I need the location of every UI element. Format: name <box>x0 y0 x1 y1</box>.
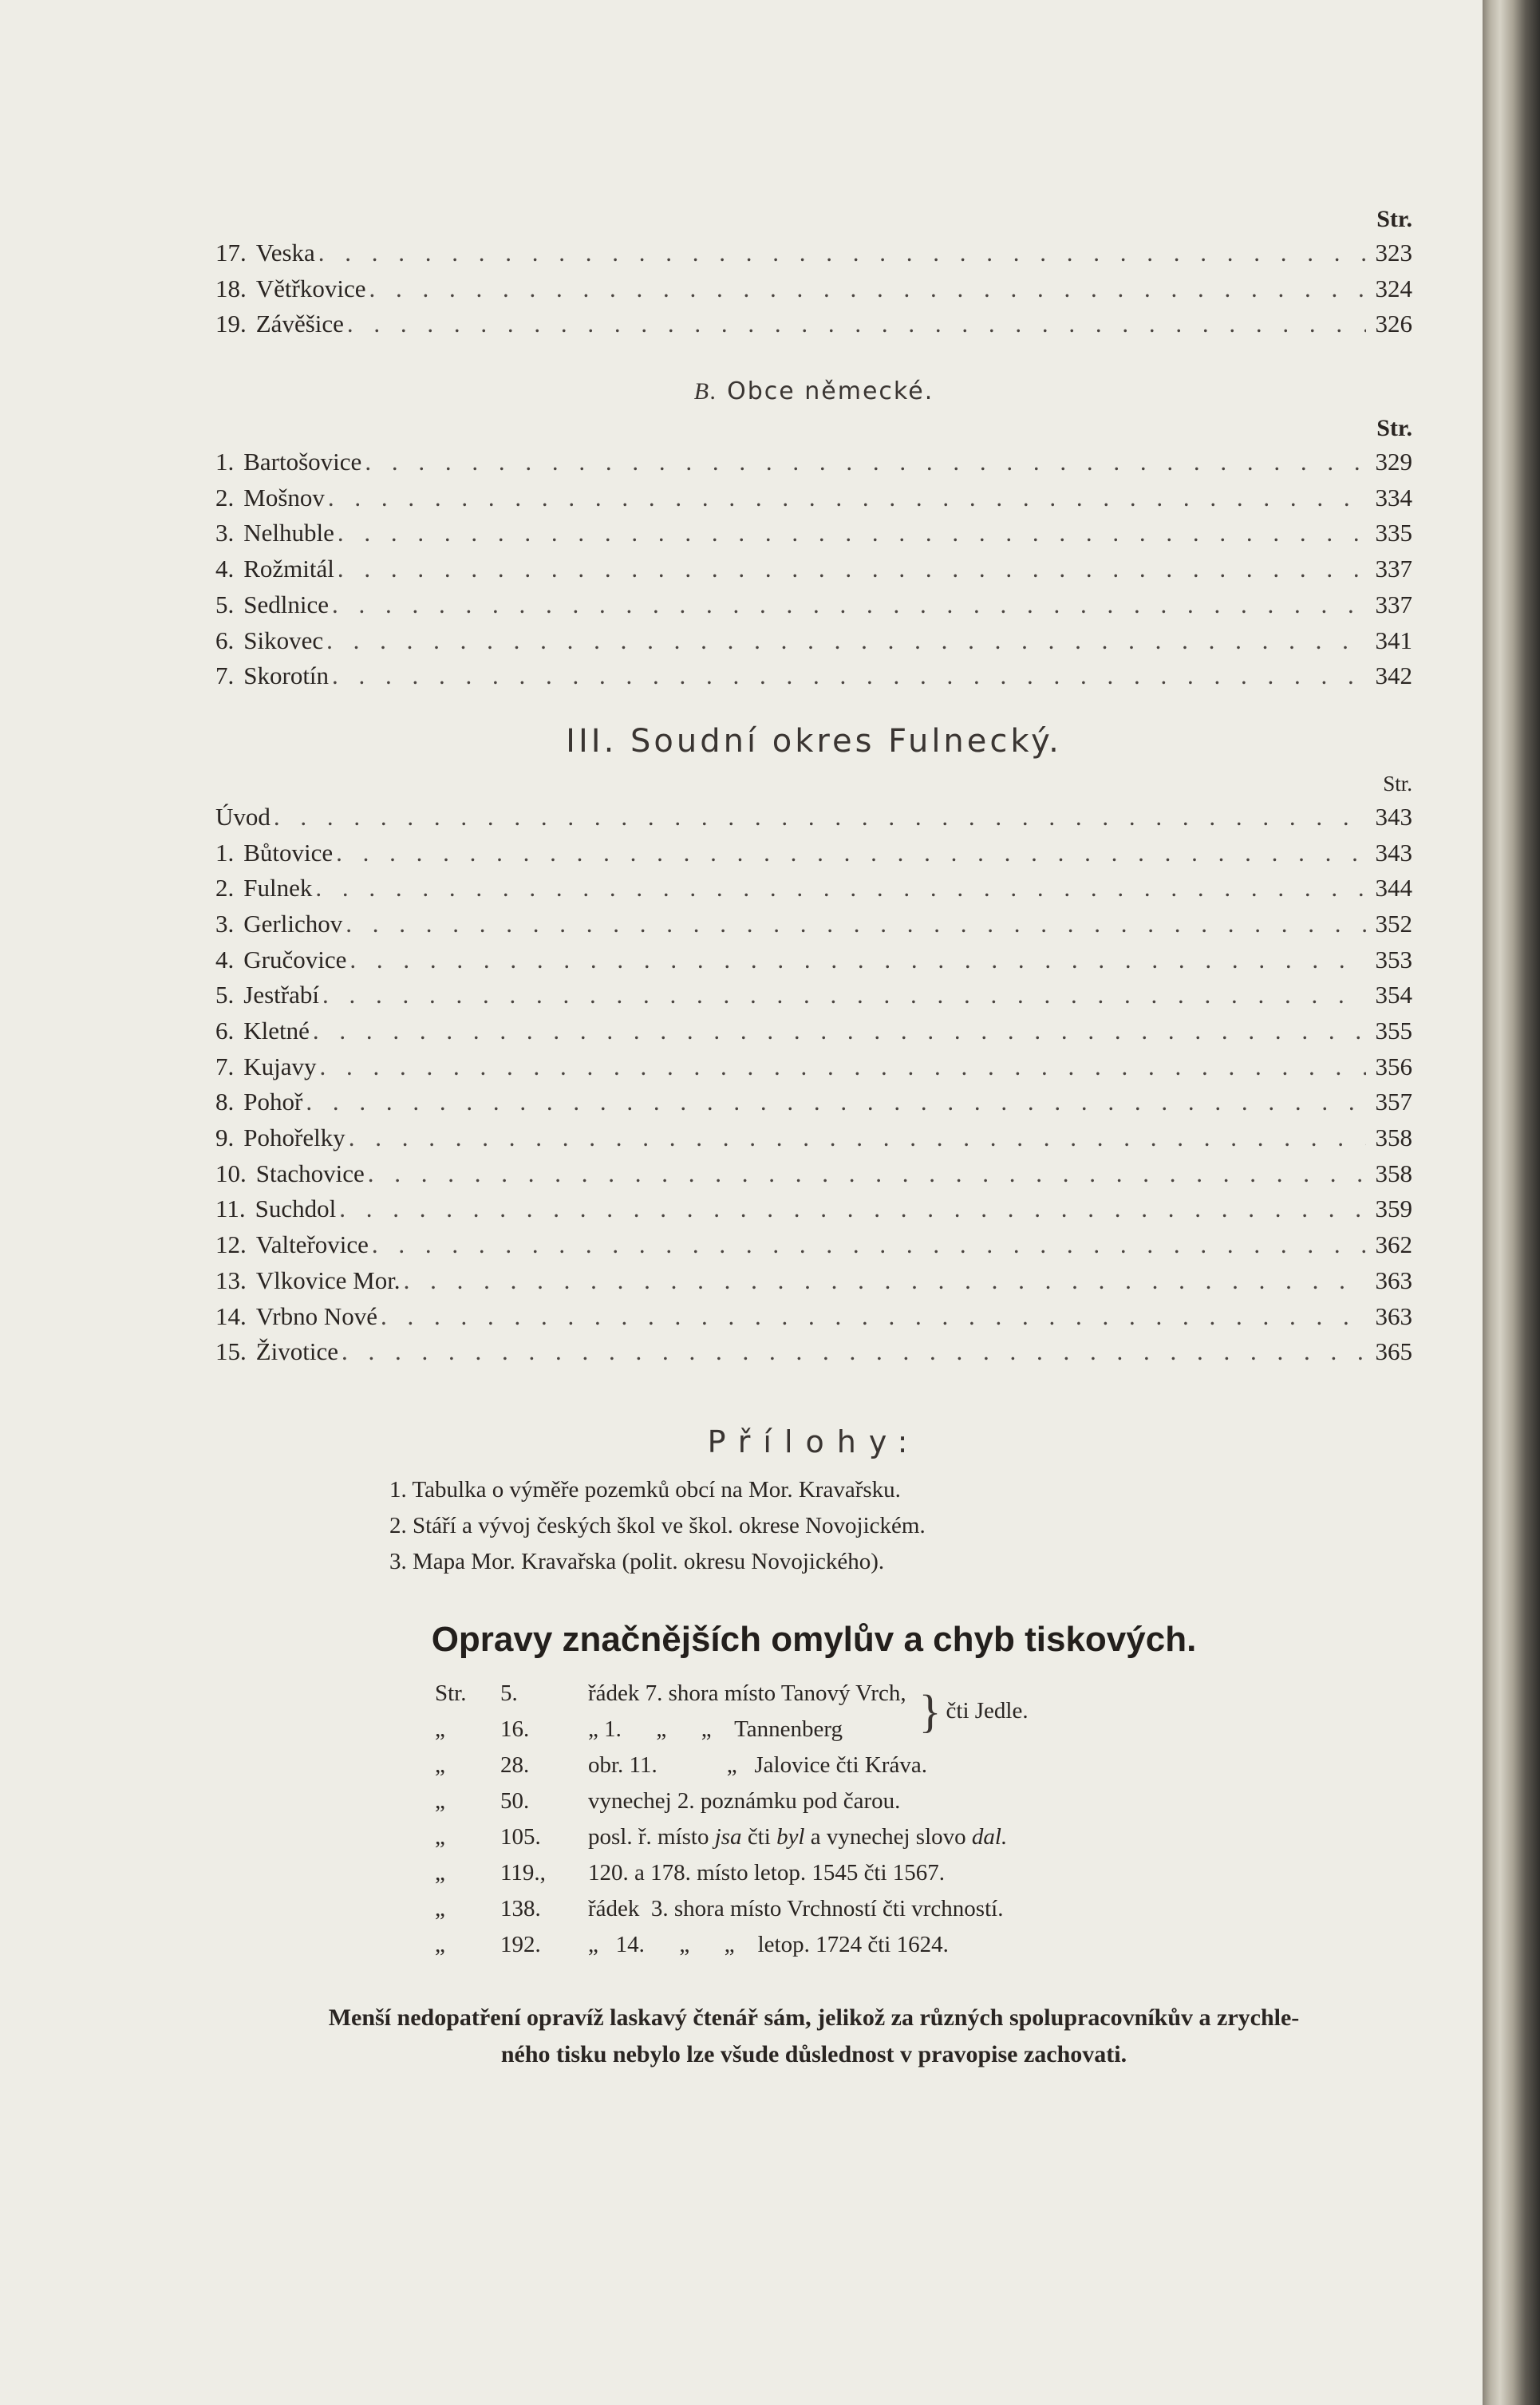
toc-entry <box>215 551 1412 587</box>
errata-italic-word: dal. <box>971 1823 1008 1850</box>
entry-name: Valteřovice <box>255 1230 369 1259</box>
entry-page: 344 <box>1375 874 1412 902</box>
entry-name: Gručovice <box>243 945 347 973</box>
entry-number: 1. <box>215 448 235 476</box>
str-label-b: Str. <box>1376 415 1412 442</box>
entry-number: 6. <box>215 626 235 654</box>
leader-dots <box>365 444 1366 480</box>
entry-number: 10. <box>215 1159 247 1187</box>
entry-page: 326 <box>1375 310 1412 338</box>
entry-name: Větřkovice <box>255 274 366 302</box>
entry-page: 337 <box>1375 555 1412 583</box>
leader-dots <box>306 1084 1366 1120</box>
entry-name: Fulnek <box>243 874 313 902</box>
entry-number: 2. <box>215 483 235 511</box>
leader-dots <box>338 551 1366 586</box>
errata-page: 138. <box>500 1895 541 1921</box>
errata-text: „ 14. „ „ letop. 1724 čti 1624. <box>588 1931 949 1957</box>
attachment-item: 3. Mapa Mor. Kravařska (polit. okresu Novojického). <box>389 1548 885 1574</box>
section-b-title: Obce německé. <box>727 377 934 406</box>
errata-col1: „ <box>435 1716 445 1742</box>
errata-row <box>435 1819 1412 1855</box>
leader-dots <box>346 906 1366 942</box>
toc-entry <box>215 515 1412 551</box>
errata-page: 105. <box>500 1823 541 1850</box>
entry-number: 5. <box>215 590 235 618</box>
errata-row <box>435 1676 906 1712</box>
errata-text-part: posl. ř. místo <box>588 1823 715 1850</box>
entry-name: Gerlichov <box>243 909 343 938</box>
entry-name: Bůtovice <box>243 838 334 867</box>
errata-page: 50. <box>500 1787 530 1814</box>
attachment-item: 2. Stáří a vývoj českých škol ve škol. okrese Novojickém. <box>389 1512 926 1538</box>
leader-dots <box>368 1156 1366 1191</box>
errata-text-part: a vynechej slovo <box>804 1823 972 1850</box>
entry-number: 19. <box>215 310 247 338</box>
leader-dots <box>372 1227 1366 1262</box>
errata-italic-word: jsa <box>714 1823 742 1850</box>
leader-dots <box>349 1120 1366 1155</box>
errata-text-part: čti <box>741 1823 777 1850</box>
toc-entry <box>215 306 1412 342</box>
entry-number: 6. <box>215 1017 235 1045</box>
leader-dots <box>274 800 1366 835</box>
entry-name: Skorotín <box>243 661 330 690</box>
entry-page: 352 <box>1375 909 1412 938</box>
errata-list <box>435 1676 1412 1963</box>
errata-text <box>588 1819 1007 1855</box>
errata-row <box>435 1927 1412 1963</box>
entry-number: 11. <box>215 1195 246 1223</box>
toc-entry-intro <box>215 800 1412 835</box>
section-b-letter: B. <box>693 378 718 405</box>
errata-col1: „ <box>435 1823 445 1850</box>
toc-entry <box>215 623 1412 659</box>
entry-number: 7. <box>215 661 235 690</box>
section-b-heading <box>215 377 1412 413</box>
entry-page: 365 <box>1375 1337 1412 1366</box>
toc-list-top <box>215 235 1412 342</box>
entry-name: Rožmitál <box>243 555 334 583</box>
errata-brace-rows <box>435 1676 906 1747</box>
toc-entry <box>215 1227 1412 1263</box>
toc-entry <box>215 587 1412 623</box>
errata-col1: „ <box>435 1895 445 1921</box>
toc-entry <box>215 1084 1412 1120</box>
toc-entry <box>215 1334 1412 1370</box>
leader-dots <box>320 1049 1366 1084</box>
entry-number: 7. <box>215 1052 235 1080</box>
entry-number: 3. <box>215 909 235 938</box>
entry-number: 3. <box>215 519 235 547</box>
entry-number: 15. <box>215 1337 247 1366</box>
entry-number: 12. <box>215 1230 247 1259</box>
leader-dots <box>336 835 1366 871</box>
prilohy-heading: Přílohy: <box>707 1424 921 1459</box>
toc-entry <box>215 977 1412 1013</box>
errata-text: vynechej 2. poznámku pod čarou. <box>588 1787 901 1814</box>
entry-name: Vlkovice Mor. <box>255 1266 401 1294</box>
errata-brace-correction: čti Jedle. <box>946 1698 1029 1724</box>
toc-entry <box>215 942 1412 978</box>
entry-name: Vrbno Nové <box>255 1301 377 1330</box>
entry-name: Stachovice <box>255 1159 365 1187</box>
entry-name: Úvod <box>215 802 270 831</box>
errata-page: 192. <box>500 1931 541 1957</box>
toc-entry <box>215 271 1412 307</box>
toc-entry <box>215 1049 1412 1085</box>
entry-name: Mošnov <box>243 483 325 511</box>
errata-text: obr. 11. „ Jalovice čti Kráva. <box>588 1751 927 1778</box>
toc-entry <box>215 444 1412 480</box>
errata-heading: Opravy značnějších omylův a chyb tiskových. <box>431 1619 1197 1659</box>
entry-number: 5. <box>215 981 235 1009</box>
leader-dots <box>338 515 1366 551</box>
reader-note <box>215 2000 1412 2073</box>
errata-row <box>435 1712 906 1747</box>
leader-dots <box>349 942 1366 977</box>
entry-page: 323 <box>1375 239 1412 267</box>
leader-dots <box>315 871 1366 906</box>
toc-entry <box>215 235 1412 271</box>
entry-name: Suchdol <box>255 1195 337 1223</box>
entry-name: Kletné <box>243 1017 310 1045</box>
entry-number: 2. <box>215 874 235 902</box>
toc-entry <box>215 906 1412 942</box>
attachment-item: 1. Tabulka o výměře pozemků obcí na Mor. Kravařsku. <box>389 1476 901 1503</box>
errata-row <box>435 1891 1412 1927</box>
errata-col1: „ <box>435 1751 445 1778</box>
toc-entry <box>215 835 1412 871</box>
errata-row <box>435 1783 1412 1819</box>
entry-page: 341 <box>1375 626 1412 654</box>
entry-name: Veska <box>255 239 315 267</box>
leader-dots <box>328 480 1366 515</box>
errata-row <box>435 1747 1412 1783</box>
toc-entry <box>215 658 1412 694</box>
toc-entry <box>215 1263 1412 1299</box>
leader-dots <box>322 977 1366 1013</box>
errata-text: řádek 7. shora místo Tanový Vrch, <box>588 1680 906 1706</box>
entry-name: Závěšice <box>255 310 344 338</box>
entry-name: Bartošovice <box>243 448 362 476</box>
str-label-top: Str. <box>1376 206 1412 232</box>
section-iii-heading: III. Soudní okres Fulnecký. <box>566 722 1062 760</box>
toc-entry <box>215 1156 1412 1192</box>
entry-number: 4. <box>215 945 235 973</box>
reader-note-line1: Menší nedopatření opravíž laskavý čtenář sám, jelikož za různých spolupracovníkův a zrychle- <box>328 2004 1300 2031</box>
entry-page: 356 <box>1375 1052 1412 1080</box>
entry-name: Nelhuble <box>243 519 334 547</box>
toc-entry <box>215 871 1412 906</box>
leader-dots <box>313 1013 1366 1048</box>
errata-page: 28. <box>500 1751 530 1778</box>
entry-name: Kujavy <box>243 1052 317 1080</box>
toc-entry <box>215 1120 1412 1156</box>
errata-text: 120. a 178. místo letop. 1545 čti 1567. <box>588 1859 946 1886</box>
entry-page: 324 <box>1375 274 1412 302</box>
errata-col1: Str. <box>435 1680 467 1706</box>
leader-dots <box>369 271 1366 306</box>
leader-dots <box>339 1191 1366 1226</box>
entry-number: 17. <box>215 239 247 267</box>
entry-page: 358 <box>1375 1124 1412 1152</box>
errata-text: „ 1. „ „ Tannenberg <box>588 1716 843 1742</box>
toc-entry <box>215 1013 1412 1049</box>
str-label-iii: Str. <box>1383 771 1412 796</box>
leader-dots <box>332 658 1366 693</box>
entry-page: 355 <box>1375 1017 1412 1045</box>
toc-list-b <box>215 444 1412 694</box>
leader-dots <box>318 235 1366 271</box>
toc-entry <box>215 1299 1412 1335</box>
entry-page: 342 <box>1375 661 1412 690</box>
entry-number: 13. <box>215 1266 247 1294</box>
errata-text: řádek 3. shora místo Vrchností čti vrchností. <box>588 1895 1004 1921</box>
errata-italic-word: byl <box>776 1823 805 1850</box>
entry-page: 357 <box>1375 1088 1412 1116</box>
entry-page: 362 <box>1375 1230 1412 1259</box>
entry-name: Pohoř <box>243 1088 303 1116</box>
entry-page: 343 <box>1375 838 1412 867</box>
entry-name: Pohořelky <box>243 1124 346 1152</box>
toc-entry <box>215 1191 1412 1227</box>
errata-page: 16. <box>500 1716 530 1742</box>
entry-name: Sikovec <box>243 626 324 654</box>
curly-brace: } <box>918 1684 942 1737</box>
entry-page: 334 <box>1375 483 1412 511</box>
entry-page: 353 <box>1375 945 1412 973</box>
entry-number: 8. <box>215 1088 235 1116</box>
entry-number: 1. <box>215 838 235 867</box>
entry-number: 18. <box>215 274 247 302</box>
entry-page: 335 <box>1375 519 1412 547</box>
errata-col1: „ <box>435 1787 445 1814</box>
entry-page: 359 <box>1375 1195 1412 1223</box>
entry-page: 363 <box>1375 1266 1412 1294</box>
book-spine-edge <box>1483 0 1540 2405</box>
errata-page: 5. <box>500 1680 518 1706</box>
entry-number: 4. <box>215 555 235 583</box>
leader-dots <box>347 306 1366 342</box>
entry-page: 337 <box>1375 590 1412 618</box>
entry-page: 354 <box>1375 981 1412 1009</box>
entry-name: Sedlnice <box>243 590 329 618</box>
entry-page: 358 <box>1375 1159 1412 1187</box>
leader-dots <box>404 1263 1366 1298</box>
leader-dots <box>381 1299 1366 1334</box>
errata-brace-group <box>435 1676 1412 1747</box>
entry-number: 14. <box>215 1301 247 1330</box>
leader-dots <box>326 623 1366 658</box>
errata-col1: „ <box>435 1859 445 1886</box>
entry-page: 363 <box>1375 1301 1412 1330</box>
errata-page: 119., <box>500 1859 546 1886</box>
leader-dots <box>332 587 1366 622</box>
errata-col1: „ <box>435 1931 445 1957</box>
entry-number: 9. <box>215 1124 235 1152</box>
entry-page: 329 <box>1375 448 1412 476</box>
toc-list-iii <box>215 800 1412 1370</box>
page-content <box>215 203 1412 2073</box>
entry-name: Jestřabí <box>243 981 319 1009</box>
errata-row <box>435 1855 1412 1891</box>
attachments-list <box>389 1472 1412 1580</box>
reader-note-line2: ného tisku nebylo lze všude důslednost v pravopise zachovati. <box>500 2040 1127 2067</box>
entry-page: 343 <box>1375 802 1412 831</box>
entry-name: Životice <box>255 1337 339 1366</box>
leader-dots <box>342 1334 1366 1369</box>
toc-entry <box>215 480 1412 516</box>
